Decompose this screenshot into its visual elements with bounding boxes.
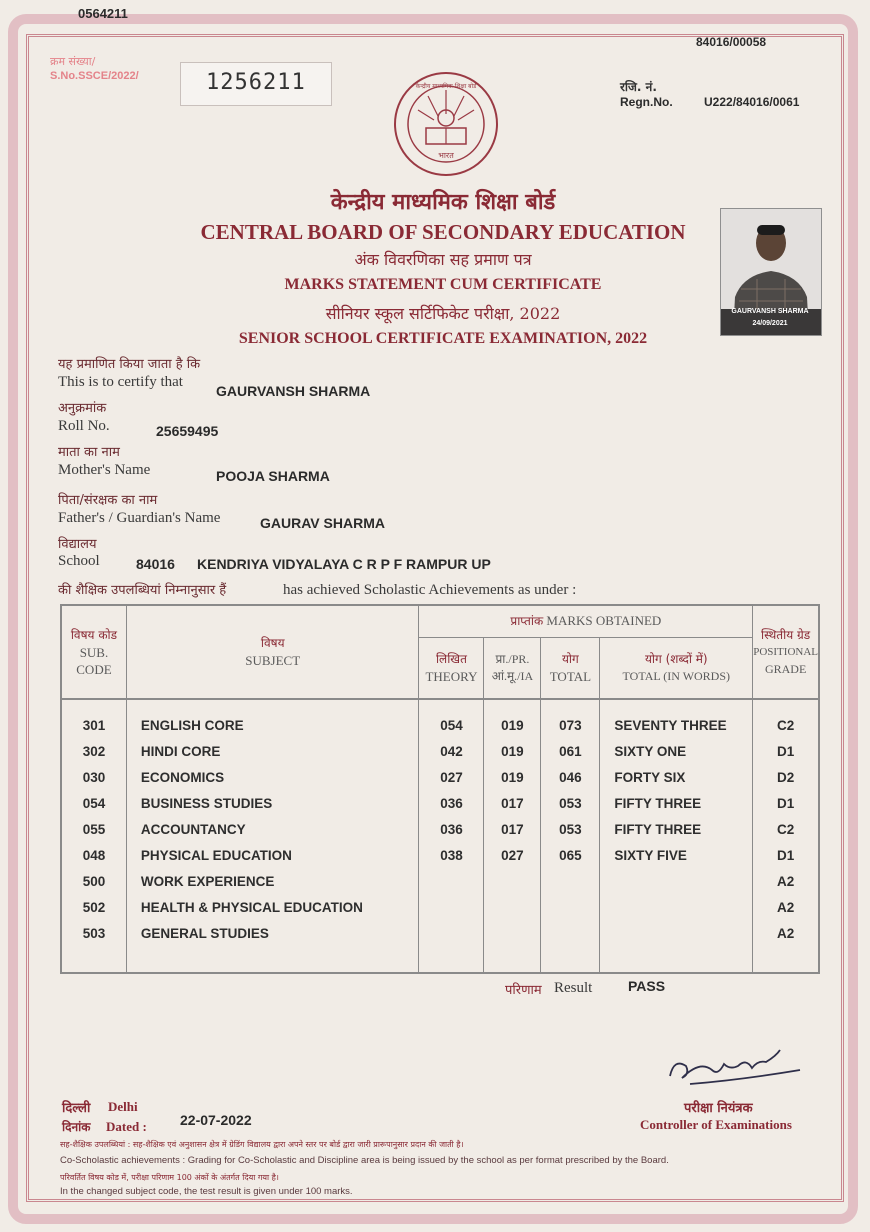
document-number: 0564211 — [78, 6, 128, 21]
header-marks-hindi: प्राप्तांक — [510, 614, 544, 629]
header-pr-line1: प्रा./PR. — [495, 651, 530, 666]
photo-caption-date: 24/09/2021 — [752, 320, 788, 327]
dated-label: Dated : — [106, 1119, 147, 1134]
cell-grade: A2 — [753, 868, 819, 894]
cell-practical — [484, 868, 541, 894]
header-marks-en: MARKS OBTAINED — [546, 613, 662, 629]
board-title-hindi: केन्द्रीय माध्यमिक शिक्षा बोर्ड — [330, 189, 556, 215]
cell-code: 048 — [61, 842, 126, 868]
cell-total — [541, 868, 600, 894]
table-row — [61, 816, 819, 842]
cell-code: 302 — [61, 738, 126, 764]
cell-total-words — [600, 868, 753, 894]
table-row — [61, 894, 819, 920]
cell-total: 061 — [541, 738, 600, 764]
table-row — [61, 868, 819, 894]
cell-subject: ENGLISH CORE — [126, 699, 419, 738]
header-theory-en: THEORY — [425, 668, 478, 684]
dated-label-hindi: दिनांक — [62, 1120, 91, 1134]
cell-total-words: FIFTY THREE — [600, 790, 753, 816]
achieved-label: has achieved Scholastic Achievements as under : — [283, 582, 577, 598]
header-grade — [753, 605, 819, 699]
cell-subject: WORK EXPERIENCE — [126, 868, 419, 894]
father-label: Father's / Guardian's Name — [58, 510, 221, 526]
note-changed-code-hindi: परिवर्तित विषय कोड में, परीक्षा परिणाम 100 अंकों के अंतर्गत दिया गया है। — [60, 1173, 279, 1182]
board-title: CENTRAL BOARD OF SECONDARY EDUCATION — [200, 220, 686, 244]
cell-code: 503 — [61, 920, 126, 946]
table-row — [61, 764, 819, 790]
table-row-spacer — [61, 946, 819, 973]
achieved-label-hindi: की शैक्षिक उपलब्धियां निम्नानुसार हैं — [58, 583, 227, 598]
roll-number: 25659495 — [156, 423, 219, 439]
issue-date: 22-07-2022 — [180, 1112, 252, 1128]
cell-theory — [419, 920, 484, 946]
cell-subject: BUSINESS STUDIES — [126, 790, 419, 816]
regn-label-hindi: रजि. नं. — [620, 80, 657, 94]
place-label-hindi: दिल्ली — [62, 1101, 91, 1116]
table-row — [61, 920, 819, 946]
certificate-title-hindi: अंक विवरणिका सह प्रमाण पत्र — [354, 250, 532, 269]
header-code-line2: CODE — [76, 661, 112, 677]
note-changed-code: In the changed subject code, the test result is given under 100 marks. — [60, 1186, 353, 1197]
father-label-hindi: पिता/संरक्षक का नाम — [58, 493, 158, 508]
school-code: 84016 — [136, 556, 175, 572]
header-subject-en: SUBJECT — [245, 653, 301, 668]
table-row — [61, 738, 819, 764]
header-theory — [419, 637, 484, 699]
cell-subject: ECONOMICS — [126, 764, 419, 790]
cell-code: 054 — [61, 790, 126, 816]
cell-grade: C2 — [753, 816, 819, 842]
roll-label-hindi: अनुक्रमांक — [58, 401, 107, 416]
candidate-photo — [720, 208, 822, 336]
table-row — [61, 699, 819, 738]
header-words-hindi: योग (शब्दों में) — [644, 651, 708, 666]
cell-grade: A2 — [753, 920, 819, 946]
serial-label: S.No.SSCE/2022/ — [50, 70, 139, 82]
note-coscholastic-hindi: सह-शैक्षिक उपलब्धियां : सह-शैक्षिक एवं अनुशासन क्षेत्र में ग्रेडिंग विद्यालय द्वारा अपने स्तर पर बोर्ड द्वारा जारी प्रारूपानुसार प्रदान की जाती है। — [60, 1140, 464, 1149]
cell-practical — [484, 920, 541, 946]
header-sub-code — [61, 605, 126, 699]
note-coscholastic: Co-Scholastic achievements : Grading for Co-Scholastic and Discipline area is being issued by the school as per format prescribed by the Board. — [60, 1155, 669, 1166]
header-grade-hindi: स्थितीय ग्रेड — [761, 627, 811, 642]
cell-total: 046 — [541, 764, 600, 790]
cell-code: 502 — [61, 894, 126, 920]
certify-label: This is to certify that — [58, 374, 183, 390]
mother-label: Mother's Name — [58, 462, 151, 478]
header-total-en: TOTAL — [549, 668, 592, 684]
cell-code: 500 — [61, 868, 126, 894]
photo-caption-name: GAURVANSH SHARMA — [731, 308, 809, 315]
cell-theory: 036 — [419, 816, 484, 842]
cell-subject: HINDI CORE — [126, 738, 419, 764]
reference-number: 84016/00058 — [696, 35, 767, 49]
cell-theory — [419, 868, 484, 894]
cell-theory: 054 — [419, 699, 484, 738]
cell-theory: 038 — [419, 842, 484, 868]
cell-practical: 017 — [484, 790, 541, 816]
result-label: Result — [554, 980, 593, 996]
cell-theory: 036 — [419, 790, 484, 816]
cell-grade: D1 — [753, 842, 819, 868]
father-name: GAURAV SHARMA — [260, 515, 385, 531]
cell-total-words: SIXTY FIVE — [600, 842, 753, 868]
header-subject — [126, 605, 419, 699]
cell-total-words: FORTY SIX — [600, 764, 753, 790]
header-practical — [484, 637, 541, 699]
cell-subject: HEALTH & PHYSICAL EDUCATION — [126, 894, 419, 920]
regn-number: U222/84016/0061 — [704, 95, 800, 109]
school-label: School — [58, 553, 100, 569]
header-code-line1: SUB. — [79, 644, 109, 660]
header-theory-hindi: लिखित — [435, 651, 467, 666]
result-value: PASS — [628, 978, 666, 994]
cell-grade: D1 — [753, 738, 819, 764]
cell-subject: GENERAL STUDIES — [126, 920, 419, 946]
school-label-hindi: विद्यालय — [58, 537, 97, 552]
cell-practical: 019 — [484, 699, 541, 738]
table-row — [61, 842, 819, 868]
controller-label: Controller of Examinations — [640, 1117, 792, 1132]
cell-total-words: SIXTY ONE — [600, 738, 753, 764]
header-words-en: TOTAL (IN WORDS) — [622, 668, 731, 683]
cell-total — [541, 920, 600, 946]
controller-signature — [660, 1040, 810, 1100]
cell-theory: 042 — [419, 738, 484, 764]
school-name: KENDRIYA VIDYALAYA C R P F RAMPUR UP — [197, 556, 491, 572]
cell-code: 030 — [61, 764, 126, 790]
cell-code: 055 — [61, 816, 126, 842]
marks-table — [60, 604, 820, 974]
header-subject-hindi: विषय — [260, 636, 285, 650]
exam-title: SENIOR SCHOOL CERTIFICATE EXAMINATION, 2022 — [238, 330, 648, 347]
header-marks-obtained — [419, 605, 753, 637]
roll-label: Roll No. — [58, 418, 110, 434]
cell-grade: D1 — [753, 790, 819, 816]
header-code-hindi: विषय कोड — [70, 627, 118, 642]
cell-practical — [484, 894, 541, 920]
regn-label: Regn.No. — [620, 95, 673, 109]
cell-grade: C2 — [753, 699, 819, 738]
cell-grade: D2 — [753, 764, 819, 790]
mother-label-hindi: माता का नाम — [58, 445, 120, 460]
cell-practical: 019 — [484, 764, 541, 790]
header-total-words — [600, 637, 753, 699]
cell-code: 301 — [61, 699, 126, 738]
exam-title-hindi: सीनियर स्कूल सर्टिफिकेट परीक्षा, 2022 — [325, 304, 561, 323]
header-pr-line2: आं.मू./IA — [491, 668, 534, 683]
cell-total: 053 — [541, 816, 600, 842]
mother-name: POOJA SHARMA — [216, 468, 330, 484]
header-total-hindi: योग — [561, 651, 579, 666]
cell-theory — [419, 894, 484, 920]
cell-total — [541, 894, 600, 920]
cell-subject: ACCOUNTANCY — [126, 816, 419, 842]
cell-grade: A2 — [753, 894, 819, 920]
header-total — [541, 637, 600, 699]
certificate-title: MARKS STATEMENT CUM CERTIFICATE — [284, 276, 602, 293]
cell-total: 053 — [541, 790, 600, 816]
serial-number: 1256211 — [206, 70, 306, 95]
cell-total-words — [600, 894, 753, 920]
cell-theory: 027 — [419, 764, 484, 790]
cell-practical: 027 — [484, 842, 541, 868]
cell-total-words — [600, 920, 753, 946]
cell-total: 065 — [541, 842, 600, 868]
table-row — [61, 790, 819, 816]
emblem-text-bottom: भारत — [438, 151, 454, 160]
result-label-hindi: परिणाम — [505, 983, 542, 998]
cell-practical: 019 — [484, 738, 541, 764]
cell-practical: 017 — [484, 816, 541, 842]
certify-label-hindi: यह प्रमाणित किया जाता है कि — [58, 357, 201, 372]
place-label: Delhi — [108, 1099, 138, 1114]
candidate-name: GAURVANSH SHARMA — [216, 383, 371, 399]
cell-total-words: FIFTY THREE — [600, 816, 753, 842]
cell-total: 073 — [541, 699, 600, 738]
emblem-text-top: केन्द्रीय माध्यमिक शिक्षा बोर्ड — [415, 83, 477, 90]
header-grade-line1: POSITIONAL — [753, 645, 818, 658]
cell-subject: PHYSICAL EDUCATION — [126, 842, 419, 868]
controller-label-hindi: परीक्षा नियंत्रक — [684, 1101, 753, 1116]
cell-total-words: SEVENTY THREE — [600, 699, 753, 738]
header-grade-line2: GRADE — [764, 661, 807, 676]
serial-label-hindi: क्रम संख्या/ — [50, 55, 96, 68]
